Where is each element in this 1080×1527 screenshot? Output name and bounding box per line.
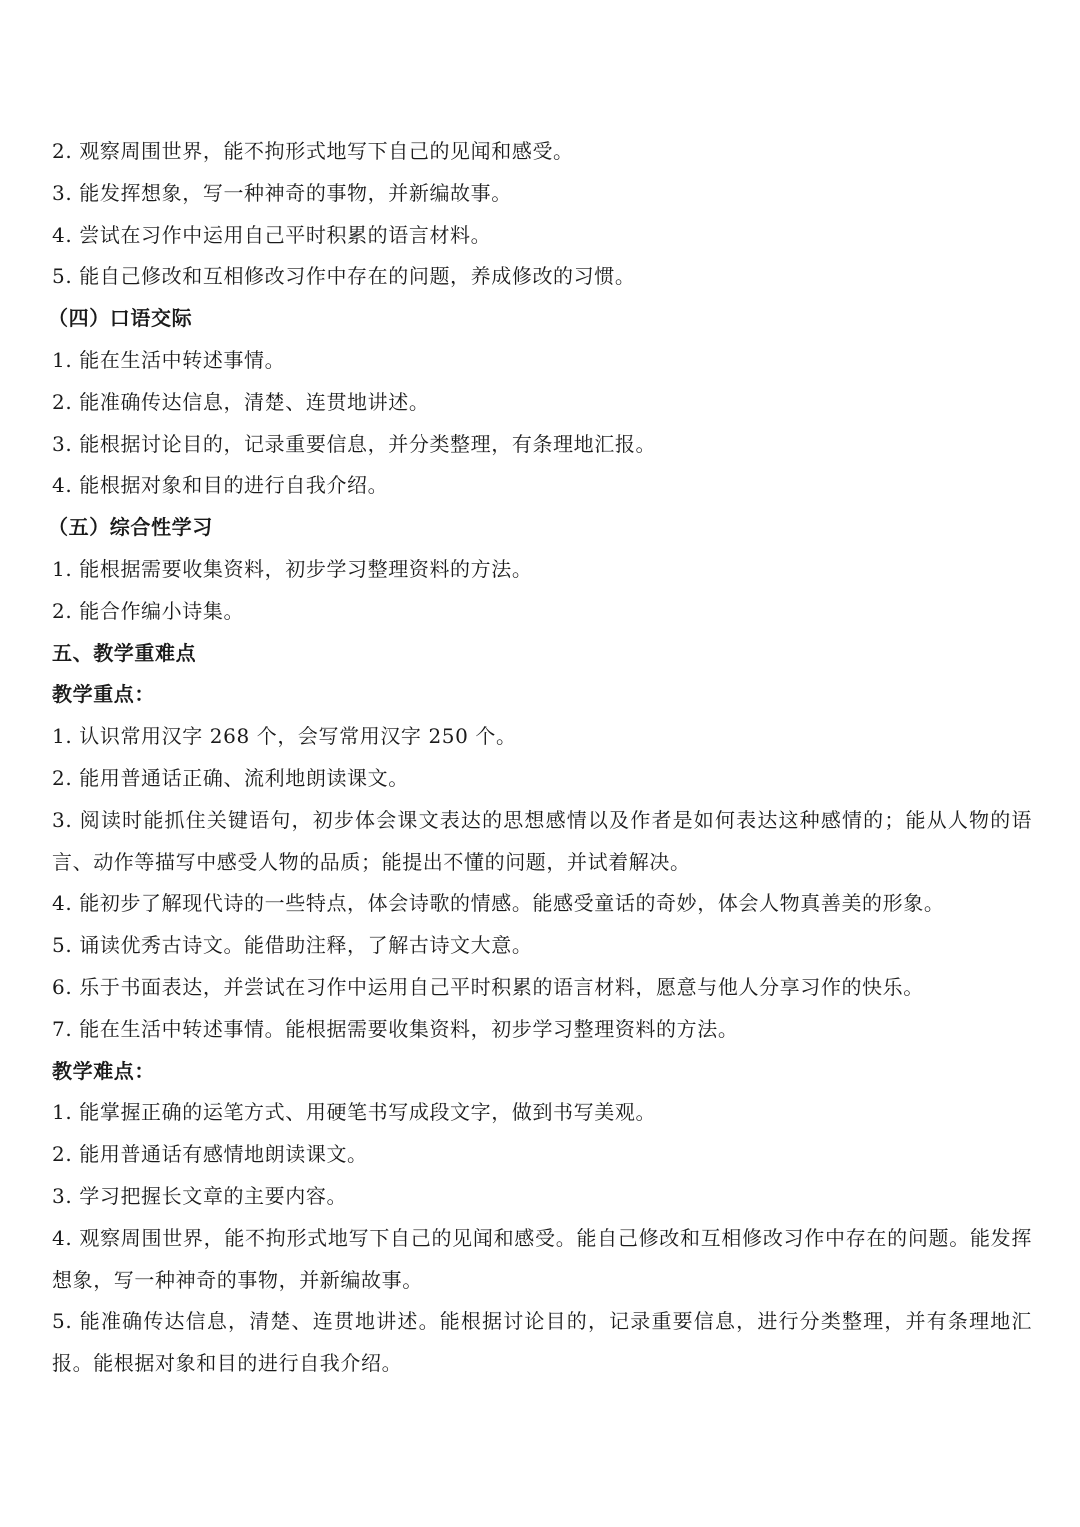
key-point-item: 5. 诵读优秀古诗文。能借助注释，了解古诗文大意。 xyxy=(52,933,533,958)
difficult-point-item: 5. 能准确传达信息，清楚、连贯地讲述。能根据讨论目的，记录重要信息，进行分类整理，并有条理地汇报。能根据对象和目的进行自我介绍。 xyxy=(52,1309,1032,1376)
oral-communication-heading: （四）口语交际 xyxy=(48,306,193,331)
section-five-heading: 五、教学重难点 xyxy=(52,640,197,665)
key-point-item: 6. 乐于书面表达，并尝试在习作中运用自己平时积累的语言材料，愿意与他人分享习作的快乐。 xyxy=(52,974,924,999)
document-page xyxy=(48,131,1032,1385)
difficult-point-item: 4. 观察周围世界，能不拘形式地写下自己的见闻和感受。能自己修改和互相修改习作中存在的问题。能发挥想象，写一种神奇的事物，并新编故事。 xyxy=(52,1225,1032,1292)
writing-item: 5. 能自己修改和互相修改习作中存在的问题，养成修改的习惯。 xyxy=(52,264,636,289)
writing-item: 4. 尝试在习作中运用自己平时积累的语言材料。 xyxy=(52,222,492,247)
key-point-item: 3. 阅读时能抓住关键语句，初步体会课文表达的思想感情以及作者是如何表达这种感情的；能从人物的语言、动作等描写中感受人物的品质；能提出不懂的问题，并试着解决。 xyxy=(52,807,1032,874)
difficult-point-item: 1. 能掌握正确的运笔方式、用硬笔书写成段文字，做到书写美观。 xyxy=(52,1100,657,1125)
oral-item: 1. 能在生活中转述事情。 xyxy=(52,347,286,372)
difficult-points-heading: 教学难点： xyxy=(52,1058,155,1083)
key-point-item: 4. 能初步了解现代诗的一些特点，体会诗歌的情感。能感受童话的奇妙，体会人物真善美的形象。 xyxy=(52,891,945,916)
comprehensive-learning-heading: （五）综合性学习 xyxy=(48,515,213,540)
comprehensive-item: 2. 能合作编小诗集。 xyxy=(52,598,245,623)
key-point-item: 7. 能在生活中转述事情。能根据需要收集资料，初步学习整理资料的方法。 xyxy=(52,1016,739,1041)
oral-item: 2. 能准确传达信息，清楚、连贯地讲述。 xyxy=(52,389,430,414)
key-points-heading: 教学重点： xyxy=(52,682,155,707)
writing-item: 3. 能发挥想象，写一种神奇的事物，并新编故事。 xyxy=(52,180,512,205)
key-point-item: 1. 认识常用汉字 268 个，会写常用汉字 250 个。 xyxy=(52,724,517,749)
key-point-item: 2. 能用普通话正确、流利地朗读课文。 xyxy=(52,765,409,790)
writing-item: 2. 观察周围世界，能不拘形式地写下自己的见闻和感受。 xyxy=(52,139,574,163)
difficult-point-item: 2. 能用普通话有感情地朗读课文。 xyxy=(52,1142,368,1167)
oral-item: 4. 能根据对象和目的进行自我介绍。 xyxy=(52,473,389,498)
difficult-point-item: 3. 学习把握长文章的主要内容。 xyxy=(52,1183,348,1208)
comprehensive-item: 1. 能根据需要收集资料，初步学习整理资料的方法。 xyxy=(52,556,533,581)
oral-item: 3. 能根据讨论目的，记录重要信息，并分类整理，有条理地汇报。 xyxy=(52,431,657,456)
